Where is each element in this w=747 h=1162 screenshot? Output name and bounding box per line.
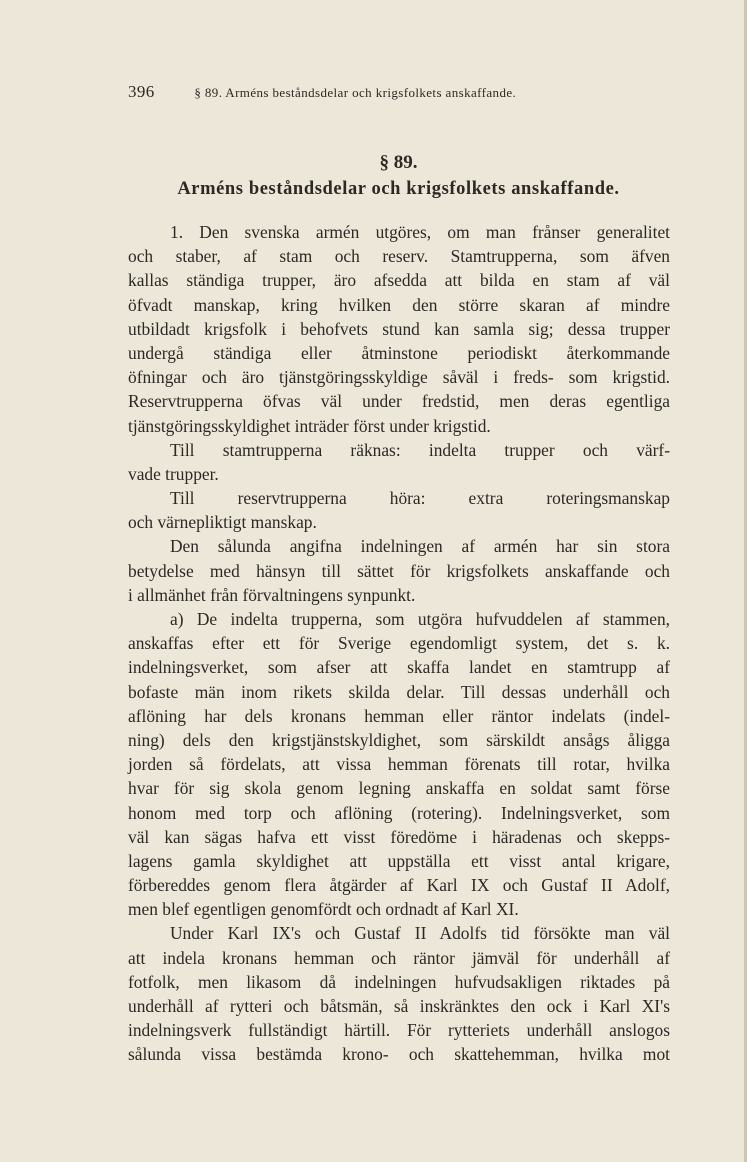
text-line: sålunda vissa bestämda krono- och skattehemman, hvilka mot [128,1044,670,1065]
text-line: kallas ständiga trupper, äro afsedda att bilda en stam af väl [128,270,670,291]
text-line: tjänstgöringsskyldighet inträder först under krigstid. [128,415,491,436]
text-line: indelningsverk fullständigt härtill. För rytteriets underhåll anslogos [128,1020,670,1041]
text-line: Till stamtrupperna räknas: indelta trupper och värf- [170,439,670,460]
text-line: och staber, af stam och reserv. Stamtrupperna, som äfven [128,246,670,267]
text-line: och värnepliktigt manskap. [128,512,317,533]
text-line: förbereddes genom flera åtgärder af Karl IX och Gustaf II Adolf, [128,875,670,896]
text-line: öfvadt manskap, kring hvilken den större skaran af mindre [128,294,670,315]
text-line: Reservtrupperna öfvas väl under fredstid, men deras egentliga [128,391,670,412]
text-line: betydelse med hänsyn till sättet för krigsfolkets anskaffande och [128,560,670,581]
text-line: a) De indelta trupperna, som utgöra hufvuddelen af stammen, [170,609,670,629]
body-text [128,220,670,1067]
text-line: väl kan sägas hafva ett visst föredöme i häradenas och skepps- [128,826,670,847]
text-line: underhåll af rytteri och båtsmän, så inskränktes den ock i Karl XI's [128,996,670,1016]
text-line: öfningar och äro tjänstgöringsskyldige såväl i freds- som krigstid. [128,367,670,388]
text-line: utbildadt krigsfolk i behofvets stund kan samla sig; dessa trupper [128,318,670,339]
running-head [128,82,668,102]
text-line: 1. Den svenska armén utgöres, om man frånser generalitet [170,222,670,242]
text-line: fotfolk, men likasom då indelningen hufvudsakligen riktades på [128,971,670,992]
text-line: hvar för sig skola genom legning anskaffa en soldat samt förse [128,778,670,799]
text-line: lagens gamla skyldighet att uppställa ett visst antal krigare, [128,850,670,871]
text-line: Under Karl IX's och Gustaf II Adolfs tid försökte man väl [170,923,670,944]
text-line: anskaffas efter ett för Sverige egendomligt system, det s. k. [128,633,670,654]
text-line: i allmänhet från förvaltningens synpunkt. [128,584,416,605]
text-line: att indela kronans hemman och räntor jämväl för underhåll af [128,947,670,968]
page-number: 396 [128,82,155,101]
text-line: bofaste män inom rikets skilda delar. Till dessas underhåll och [128,681,670,702]
text-line: Den sålunda angifna indelningen af armén har sin stora [170,536,670,557]
text-line: undergå ständiga eller åtminstone periodiskt återkommande [128,342,670,363]
section-title: Arméns beståndsdelar och krigsfolkets anskaffande. [177,179,620,199]
text-line: aflöning har dels kronans hemman eller räntor indelats (indel- [128,705,670,726]
text-line: ning) dels den krigstjänstskyldighet, som särskildt ansågs åligga [128,729,670,750]
section-number: § 89. [379,152,418,173]
text-line: vade trupper. [128,463,219,484]
text-line: indelningsverket, som afser att skaffa landet en stamtrupp af [128,657,670,678]
text-line: men blef egentligen genomfördt och ordnadt af Karl XI. [128,899,519,920]
text-line: honom med torp och aflöning (rotering). Indelningsverket, som [128,802,670,823]
text-line: Till reservtrupperna höra: extra roteringsmanskap [170,488,670,509]
running-head-title: § 89. Arméns beståndsdelar och krigsfolkets anskaffande. [194,85,517,100]
text-line: jorden så fördelats, att vissa hemman förenats till rotar, hvilka [128,754,670,775]
